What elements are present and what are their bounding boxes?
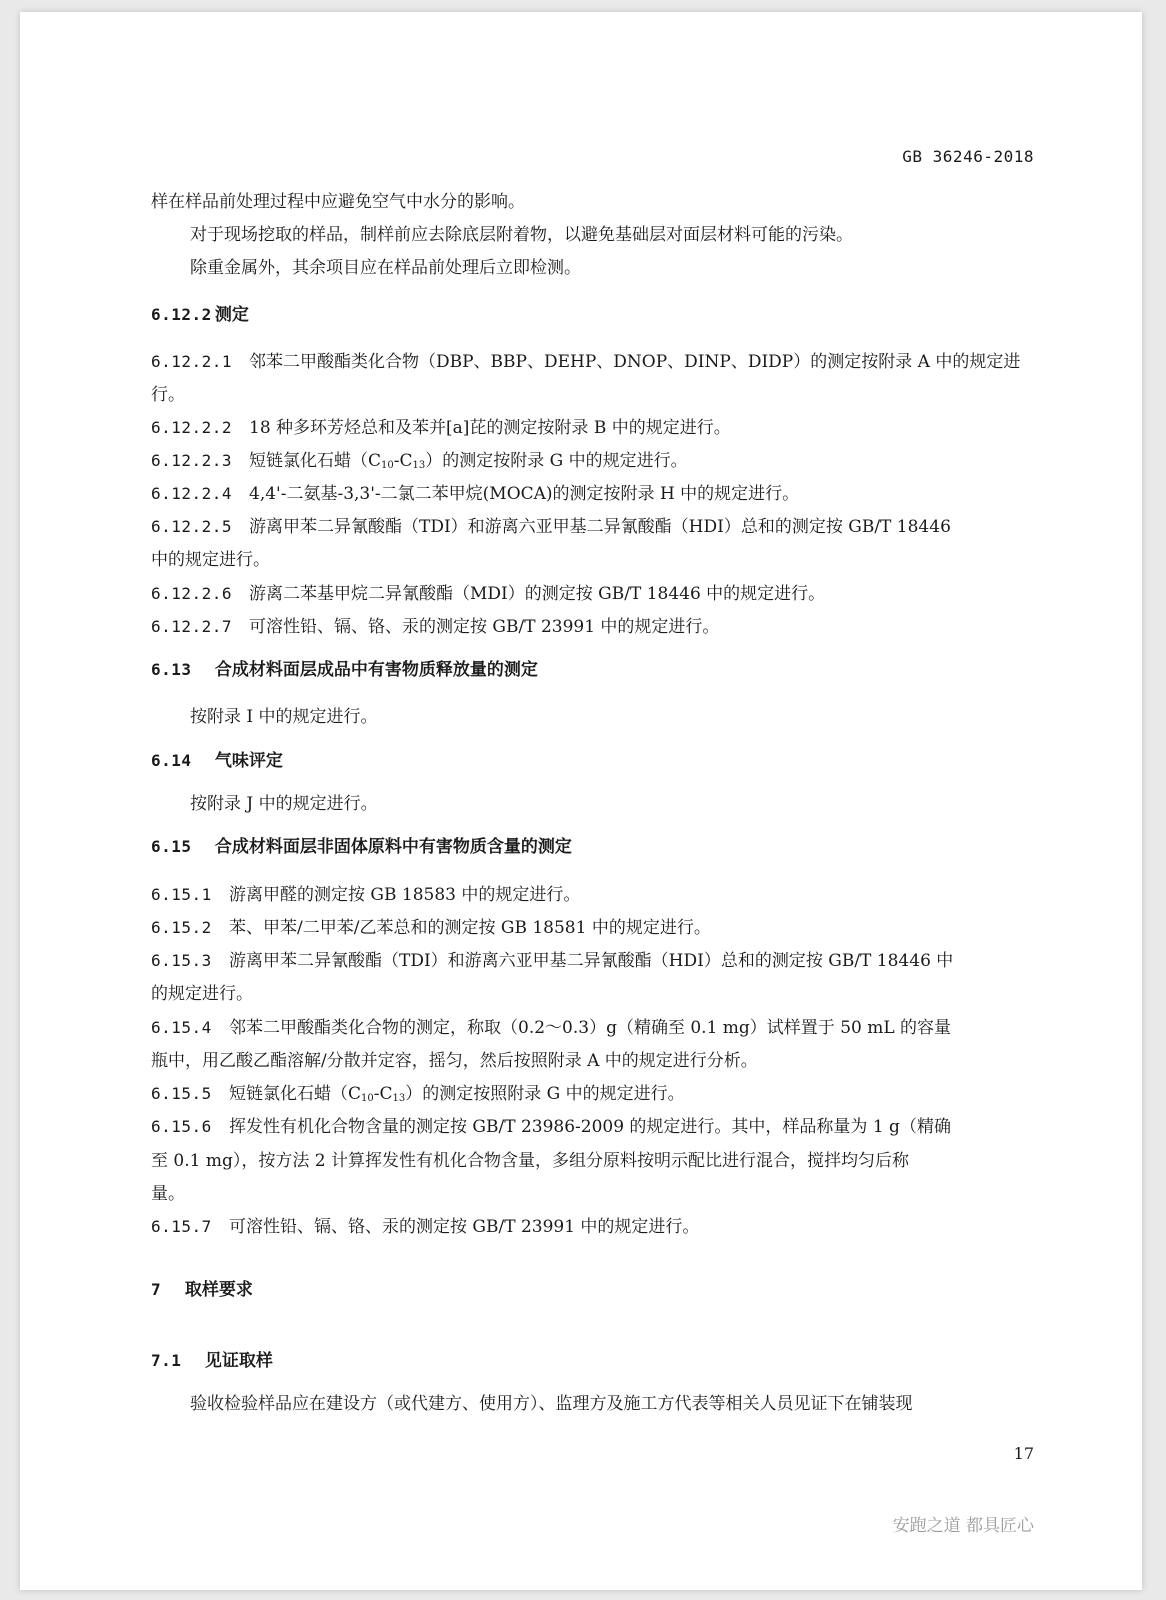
clause-6-12-2-4: 6.12.2.4 4,4'-二氨基-3,3'-二氯二苯甲烷(MOCA)的测定按附录 H 中的规定进行。 [151, 484, 800, 504]
clause-6-15-7: 6.15.7 可溶性铅、镉、铬、汞的测定按 GB/T 23991 中的规定进行。 [151, 1217, 700, 1237]
paragraph: 除重金属外，其余项目应在样品前处理后立即检测。 [190, 258, 581, 278]
paragraph: 按附录 I 中的规定进行。 [190, 707, 378, 727]
document-page [20, 12, 1142, 1590]
section-heading-6-15: 6.15 合成材料面层非固体原料中有害物质含量的测定 [151, 837, 572, 857]
clause-6-15-5: 6.15.5 短链氯化石蜡$(C_{10}-C_{13})$的测定按照附录 G 中的规定进行。 [151, 1084, 685, 1104]
clause-6-12-2-7: 6.12.2.7 可溶性铅、镉、铬、汞的测定按 GB/T 23991 中的规定进行。 [151, 617, 720, 637]
clause-6-15-6: 6.15.6 挥发性有机化合物含量的测定按 GB/T 23986-2009 的规定进行。其中，样品称量为 1 g（精确 [151, 1117, 951, 1137]
page-number: 17 [1013, 1444, 1034, 1463]
paragraph: 样在样品前处理过程中应避免空气中水分的影响。 [151, 192, 525, 212]
clause-6-12-2-1: 6.12.2.1 邻苯二甲酸酯类化合物（DBP、BBP、DEHP、DNOP、DINP、DIDP）的测定按附录 A 中的规定进 [151, 352, 1021, 372]
clause-6-12-2-6: 6.12.2.6 游离二苯基甲烷二异氰酸酯（MDI）的测定按 GB/T 18446 中的规定进行。 [151, 584, 826, 604]
section-heading-6-14: 6.14 气味评定 [151, 751, 283, 771]
section-heading-6-12-2: 6.12.2 测定 [151, 305, 249, 325]
clause-continuation: 瓶中，用乙酸乙酯溶解/分散并定容，摇匀，然后按照附录 A 中的规定进行分析。 [151, 1051, 758, 1071]
clause-6-15-1: 6.15.1 游离甲醛的测定按 GB 18583 中的规定进行。 [151, 885, 581, 905]
section-heading-6-13: 6.13 合成材料面层成品中有害物质释放量的测定 [151, 660, 538, 680]
clause-6-12-2-3: 6.12.2.3 短链氯化石蜡$(C_{10}-C_{13})$的测定按附录 G 中的规定进行。 [151, 451, 688, 471]
clause-continuation: 行。 [151, 385, 185, 405]
document-code: GB 36246-2018 [902, 147, 1034, 166]
clause-continuation: 量。 [151, 1184, 185, 1204]
clause-continuation: 中的规定进行。 [151, 550, 270, 570]
paragraph: 按附录 J 中的规定进行。 [190, 794, 378, 814]
clause-6-15-4: 6.15.4 邻苯二甲酸酯类化合物的测定，称取（0.2～0.3）g（精确至 0.1 mg）试样置于 50 mL 的容量 [151, 1018, 952, 1038]
section-heading-7-1: 7.1 见证取样 [151, 1351, 273, 1371]
clause-6-12-2-2: 6.12.2.2 18 种多环芳烃总和及苯并[a]芘的测定按附录 B 中的规定进行。 [151, 418, 731, 438]
clause-continuation: 至 0.1 mg），按方法 2 计算挥发性有机化合物含量，多组分原料按明示配比进行混合，搅拌均匀后称 [151, 1151, 909, 1171]
clause-6-12-2-5: 6.12.2.5 游离甲苯二异氰酸酯（TDI）和游离六亚甲基二异氰酸酯（HDI）总和的测定按 GB/T 18446 [151, 517, 951, 537]
clause-continuation: 的规定进行。 [151, 984, 253, 1004]
paragraph: 验收检验样品应在建设方（或代建方、使用方）、监理方及施工方代表等相关人员见证下在铺装现 [190, 1394, 913, 1414]
clause-6-15-3: 6.15.3 游离甲苯二异氰酸酯（TDI）和游离六亚甲基二异氰酸酯（HDI）总和的测定按 GB/T 18446 中 [151, 951, 954, 971]
watermark-text: 安跑之道 都具匠心 [892, 1516, 1034, 1536]
paragraph: 对于现场挖取的样品，制样前应去除底层附着物，以避免基础层对面层材料可能的污染。 [190, 225, 853, 245]
clause-6-15-2: 6.15.2 苯、甲苯/二甲苯/乙苯总和的测定按 GB 18581 中的规定进行。 [151, 918, 711, 938]
chapter-heading-7: 7 取样要求 [151, 1280, 253, 1300]
